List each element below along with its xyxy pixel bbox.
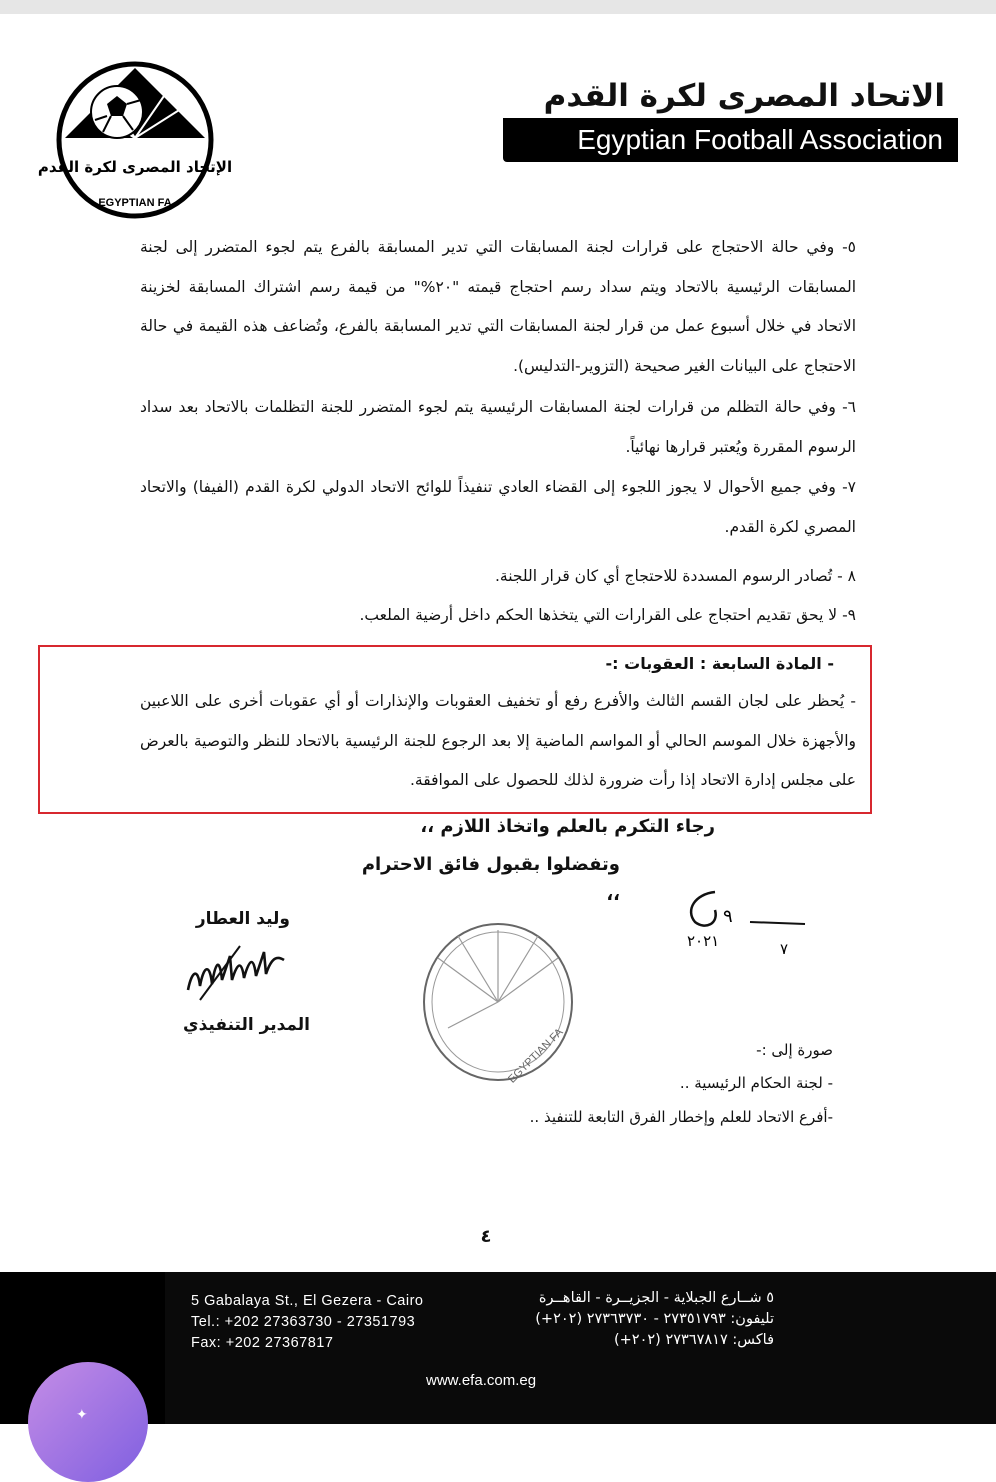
article-text: - يُحظر على لجان القسم الثالث والأفرع رفع أو تخفيف العقوبات والإنذارات أو أي عقوبات أخرى على اللاعبين والأجهزة خلال الموسم الحالي أو المواسم الماضية إلا بعد الرجوع للجنة الرئيسية بالاتحاد للنظر والتوصية بالعرض على مجلس إدارة الاتحاد إذا رأت ضرورة لذلك للحصول على الموافقة. (140, 692, 856, 789)
footer-address-en: 5 Gabalaya St., El Gezera - Cairo (191, 1293, 424, 1309)
org-name-arabic: الاتحاد المصرى لكرة القدم (543, 78, 945, 114)
handwritten-note (675, 880, 815, 960)
note-line-2: ٢٠٢١ (687, 932, 720, 950)
footer-band (0, 1272, 996, 1424)
paragraph-9: ٩- لا يحق تقديم احتجاج على القرارات التي يتخذها الحكم داخل أرضية الملعب. (359, 606, 856, 624)
note-line-3: ٧ (780, 940, 789, 958)
closing-line-1: رجاء التكرم بالعلم واتخاذ اللازم ،، (420, 816, 715, 837)
paragraph-5: ٥- وفي حالة الاحتجاج على قرارات لجنة المسابقات التي تدير المسابقة بالفرع يتم لجوء المتضرر إلى لجنة المسابقات الرئيسية بالاتحاد ويتم سداد رسم احتجاج قيمته "٢٠%" من قيمة رسم اشتراك المسابقة لخزينة الاتحاد في خلال أسبوع عمل من قرار لجنة المسابقات التي تدير المسابقة بالفرع، وتُضاعف هذه القيمة في حالة الاحتجاج على البيانات الغير صحيحة (التزوير-التدليس). (140, 238, 857, 375)
handwritten-signature (180, 940, 290, 1010)
footer-address-ar: ٥ شــارع الجبلاية - الجزيــرة - القاهــرة (538, 1290, 774, 1306)
footer-fax-ar: فاكس: ٢٧٣٦٧٨١٧ (٢٠٢+) (613, 1332, 774, 1348)
footer-tel-en: Tel.: +202 27363730 - 27351793 (191, 1314, 416, 1330)
logo-text-ar: الإتحاد المصرى لكرة القدم (37, 158, 233, 176)
closing-line-2: وتفضلوا بقبول فائق الاحترام ،، (361, 854, 620, 905)
org-name-english: Egyptian Football Association (577, 124, 943, 155)
cc-item-2: -أفرع الاتحاد للعلم وإخطار الفرق التابعة للتنفيذ .. (529, 1108, 833, 1126)
article-title: - المادة السابعة : العقوبات :- (605, 654, 834, 673)
paragraph-8: ٨ - تُصادر الرسوم المسددة للاحتجاج أي كان قرار اللجنة. (495, 567, 856, 585)
stamp-text: EGYPTIAN FA (506, 1026, 566, 1086)
signer-title: المدير التنفيذي (183, 1015, 310, 1035)
sparkle-icon: ✦ (76, 1407, 88, 1423)
cc-label: صورة إلى :- (756, 1041, 833, 1059)
logo-text-en: EGYPTIAN FA (98, 197, 172, 209)
paragraph-6: ٦- وفي حالة التظلم من قرارات لجنة المسابقات الرئيسية يتم لجوء المتضرر للجنة التظلمات بالاتحاد بعد سداد الرسوم المقررة ويُعتبر قرارها نهائياً. (140, 398, 856, 456)
cc-item-1: - لجنة الحكام الرئيسية .. (679, 1074, 833, 1092)
note-line-1: ٩ (723, 906, 733, 927)
footer-tel-ar: تليفون: ٢٧٣٥١٧٩٣ - ٢٧٣٦٣٧٣٠ (٢٠٢+) (535, 1311, 774, 1327)
efa-logo (37, 60, 233, 218)
top-edge (0, 0, 996, 14)
footer-fax-en: Fax: +202 27367817 (191, 1335, 334, 1351)
footer-website: www.efa.com.eg (426, 1372, 537, 1389)
paragraph-7: ٧- وفي جميع الأحوال لا يجوز اللجوء إلى القضاء العادي تنفيذاً للوائح الاتحاد الدولي لكرة القدم (الفيفا) والاتحاد المصري لكرة القدم. (140, 478, 856, 536)
page-number: ٤ (480, 1226, 492, 1247)
floating-action-button[interactable] (28, 1362, 148, 1482)
signer-name: وليد العطار (195, 909, 290, 929)
